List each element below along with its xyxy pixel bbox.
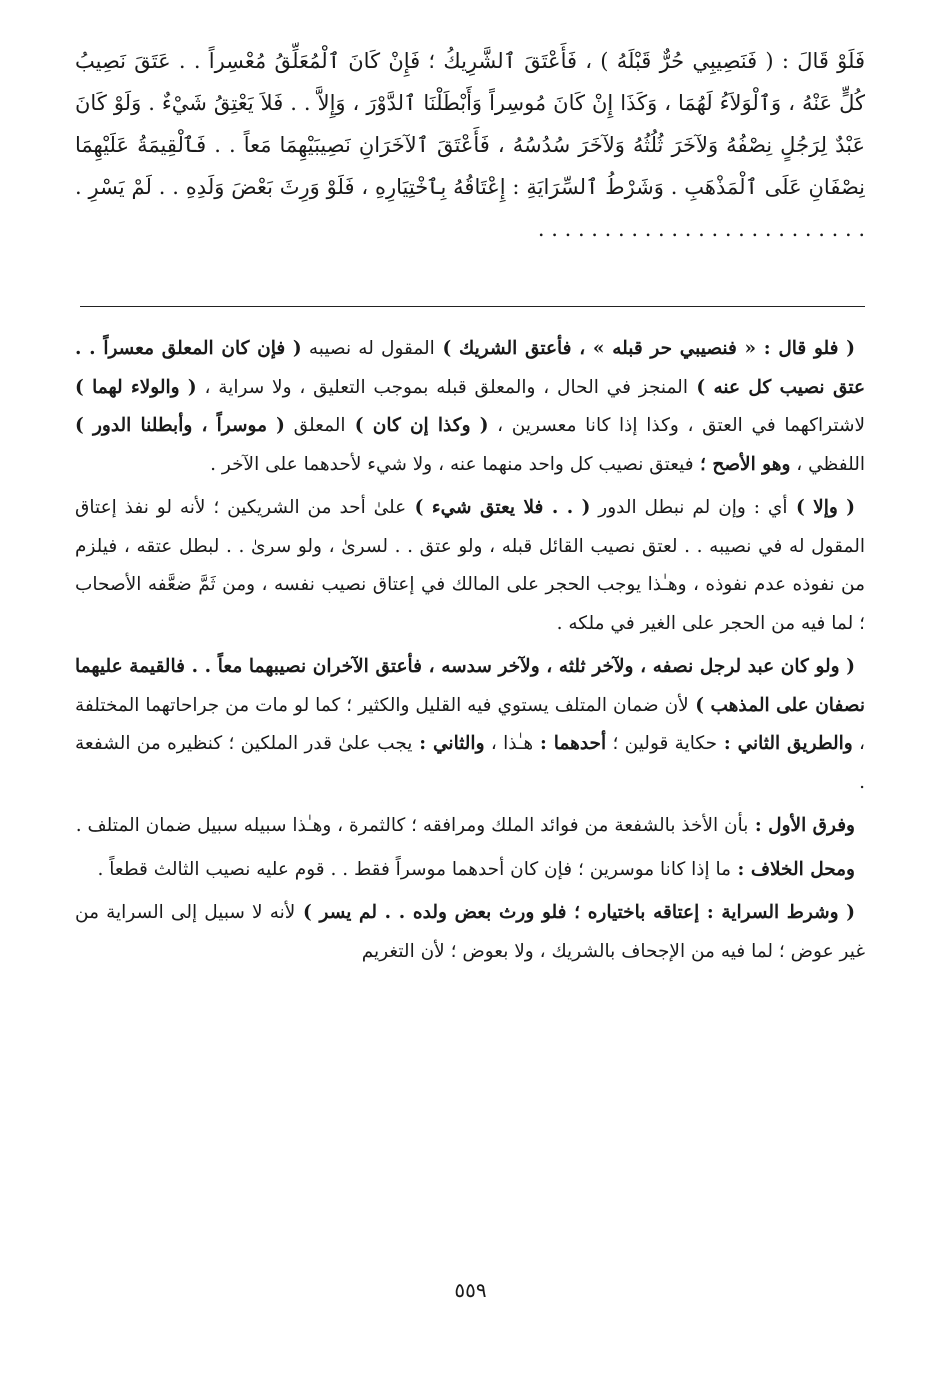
matn-quote-bold: ( موسراً ، وأبطلنا الدور )	[75, 415, 285, 436]
matn-quote-bold: ( . . فلا يعتق شيء )	[406, 497, 591, 518]
matn-quote-bold: ( وشرط السراية : إعتاقه باختياره ؛ فلو ورث بعض ولده . . لم يسر )	[295, 902, 855, 923]
commentary-text: حكاية قولين ؛	[606, 733, 718, 754]
page-number: ٥٥٩	[454, 1278, 487, 1302]
separator-line	[80, 306, 865, 307]
sharh-paragraph	[75, 851, 865, 890]
matn-quote-bold: ( فلو قال : « فنصيبي حر قبله » ، فأعتق الشريك )	[434, 338, 855, 359]
commentary-text: اللفظي ،	[790, 453, 865, 475]
commentary-text: المقول له نصيبه	[301, 338, 435, 359]
matn-quote-bold: وهو الأصح ؛	[693, 453, 791, 475]
sharh-commentary	[75, 330, 865, 976]
sharh-paragraph	[75, 489, 865, 643]
matn-quote-bold: وفرق الأول :	[748, 815, 855, 836]
sharh-paragraph	[75, 894, 865, 971]
matn-quote-bold: ( ولو كان عبد لرجل نصفه ، ولآخر ثلثه ، ولآخر سدسه ، فأعتق الآخران نصيبهما معاً . . فالقيمة عليهما نصفان على المذهب )	[75, 656, 865, 716]
commentary-text: فيعتق نصيب كل واحد منهما عنه ، ولا شيء لأحدهما على الآخر .	[210, 453, 694, 475]
commentary-text: هـٰذا ،	[484, 733, 534, 754]
book-page	[75, 40, 865, 1360]
commentary-text: يجب علىٰ قدر الملكين ؛ كنظيره من الشفعة .	[75, 733, 865, 793]
commentary-text: لاشتراكهما في العتق ، وكذا إذا كانا معسرين ،	[488, 415, 866, 436]
commentary-text: علىٰ أحد من الشريكين ؛ لأنه لو نفذ إعتاق المقول له في نصيبه . . لعتق نصيب القائل قبله ، ولو عتق . . لسرىٰ ، ولو سرىٰ . . لبطل عتقه ، فيلزم من نفوذه عدم نفوذه ، وهـٰذا يوجب الحجر على المالك في إعتاق نصيب نفسه ، ومن ثَمَّ ضعَّفه الأصحاب ؛ لما فيه من الحجر على الغير في ملكه .	[75, 497, 865, 634]
matn-quote-bold: ( وكذا إن كان )	[345, 415, 489, 436]
matn-quote-bold: والطريق الثاني :	[717, 733, 853, 754]
commentary-text: المنجز في الحال ، والمعلق قبله بموجب التعليق ، ولا سراية ،	[196, 376, 688, 398]
commentary-text: ما إذا كانا موسرين ؛ فإن كان أحدهما موسراً فقط . . قوم عليه نصيب الثالث قطعاً .	[97, 858, 732, 880]
commentary-text: لأنه لا سبيل إلى السراية من غير عوض ؛ لما فيه من الإجحاف بالشريك ، ولا بعوض ؛ لأن التغريم	[75, 902, 865, 962]
commentary-text: لأن ضمان المتلف يستوي فيه القليل والكثير ؛ كما لو مات من جراحاتهما المختلفة ،	[75, 694, 866, 754]
matn-quote-bold: أحدهما :	[533, 733, 607, 754]
sharh-paragraph	[75, 807, 865, 846]
matn-quote-bold: ( والولاء لهما )	[75, 376, 197, 398]
matn-quote-bold: والثاني :	[412, 733, 485, 754]
matn-text: فَلَوْ قَالَ : ( فَنَصِيبِي حُرٌّ قَبْلَهُ ) ، فَأَعْتَقَ ٱلشَّرِيكُ ؛ فَإِنْ كَانَ ٱلْمُعَلِّقُ مُعْسِراً . . عَتَقَ نَصِيبُ كُلٍّ عَنْهُ ، وَٱلْوَلاَءُ لَهُمَا ، وَكَذَا إِنْ كَانَ مُوسِراً وَأَبْطَلْنَا ٱلدَّوْرَ ، وَإِلاَّ . . فَلاَ يَعْتِقُ شَيْءٌ . وَلَوْ كَانَ عَبْدٌ لِرَجُلٍ نِصْفُهُ وَلآخَرَ ثُلُثُهُ وَلآخَرَ سُدُسُهُ ، فَأَعْتَقَ ٱلآخَرَانِ نَصِيبَيْهِمَا مَعاً . . فَٱلْقِيمَةُ عَلَيْهِمَا نِصْفَانِ عَلَى ٱلْمَذْهَبِ . وَشَرْطُ ٱلسِّرَايَةِ : إِعْتَاقُهُ بِٱخْتِيَارِهِ ، فَلَوْ وَرِثَ بَعْضَ وَلَدِهِ . . لَمْ يَسْرِ . . . . . . . . . . . . . . . . . . . . . . . . . .	[75, 49, 865, 241]
matn-quote-bold: ( فإن كان المعلق معسراً . . عتق نصيب كل عنه )	[75, 338, 866, 398]
commentary-text: بأن الأخذ بالشفعة من فوائد الملك ومرافقه ؛ كالثمرة ، وهـٰذا سبيله سبيل ضمان المتلف .	[75, 815, 749, 836]
matn-quote-bold: ( وإلا )	[787, 497, 855, 518]
sharh-paragraph	[75, 648, 865, 802]
commentary-text: المعلق	[284, 415, 346, 436]
sharh-paragraph	[75, 330, 865, 484]
commentary-text: أي : وإن لم نبطل الدور	[590, 497, 788, 518]
matn-quote-bold: ومحل الخلاف :	[731, 858, 855, 880]
